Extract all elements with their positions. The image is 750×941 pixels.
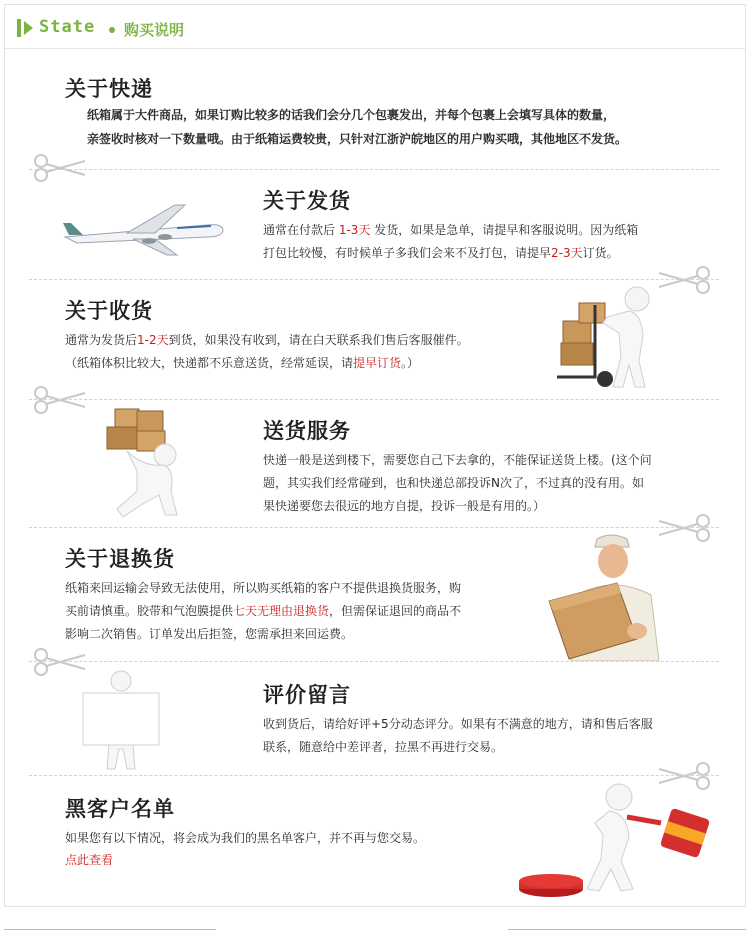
header-state-label: State — [39, 17, 96, 37]
blank-sign-icon — [79, 669, 165, 773]
shipping-title: 关于发货 — [263, 189, 351, 213]
review-text — [263, 713, 653, 759]
returns-title: 关于退换货 — [65, 547, 175, 571]
shipping-text-a: 通常在付款后 — [263, 223, 336, 237]
receiving-text-a: 通常为发货后 — [65, 333, 138, 347]
delivery-text — [263, 449, 652, 518]
shipping-order-days: 2-3天 — [551, 246, 583, 260]
footer-divider-left — [4, 929, 216, 930]
delivery-line-2: 题，其实我们经常碰到，也和快递总部投诉N次了，不过真的没有用。如 — [263, 476, 644, 490]
shipping-text-b: 发货，如果是急单，请提早和客服说明。因为纸箱 — [374, 223, 639, 237]
express-line-1: 纸箱属于大件商品，如果订购比较多的话我们会分几个包裹发出，并每个包裹上会填写具体的数量， — [87, 108, 616, 122]
divider — [29, 527, 719, 528]
returns-text-b: ，但需保证退回的商品不 — [329, 604, 462, 618]
scissors-icon — [33, 153, 89, 183]
shipping-line-1 — [263, 219, 638, 242]
blacklist-text: 如果您有以下情况，将会成为我们的黑名单客户，并不再与您交易。 — [65, 831, 426, 845]
header-dot-icon — [109, 27, 115, 33]
divider — [29, 661, 719, 662]
purchase-guide-panel — [4, 4, 746, 907]
returns-text — [65, 577, 461, 646]
shipping-text-d: 订货。 — [582, 246, 619, 260]
divider — [29, 399, 719, 400]
blacklist-view-link[interactable]: 点此查看 — [65, 853, 114, 867]
footer-divider-right — [508, 929, 746, 930]
blacklist-title: 黑客户名单 — [65, 797, 175, 821]
review-line-1: 收到货后，请给好评+5分动态评分。如果有不满意的地方，请和售后客服 — [263, 717, 653, 731]
delivery-line-3: 果快递要您去很远的地方自提，投诉一般是有用的。） — [263, 499, 546, 513]
shipping-text-c: 打包比较慢，有时候单子多我们会来不及打包，请提早 — [263, 246, 552, 260]
returns-text-a: 买前请慎重。胶带和气泡膜提供 — [65, 604, 234, 618]
scissors-icon — [655, 265, 711, 295]
returns-line-1: 纸箱来回运输会导致无法使用，所以购买纸箱的客户不提供退换货服务，购 — [65, 581, 462, 595]
shipping-days: 1-3天 — [338, 223, 371, 237]
review-title: 评价留言 — [263, 683, 351, 707]
receiving-line-1 — [65, 329, 469, 352]
express-title: 关于快递 — [65, 77, 153, 101]
header-play-icon — [24, 21, 33, 35]
header-bar-icon — [17, 19, 21, 37]
delivery-man-icon — [541, 531, 675, 661]
returns-line-3: 影响二次销售。订单发出后拒签，您需承担来回运费。 — [65, 627, 354, 641]
review-line-2: 联系，随意给中差评者，拉黑不再进行交易。 — [263, 740, 504, 754]
receiving-text-d: 。） — [401, 356, 420, 370]
receiving-days: 1-2天 — [137, 333, 169, 347]
receiving-text-c: （纸箱体积比较大，快递都不乐意送货，经常延误，请 — [65, 356, 354, 370]
receiving-title: 关于收货 — [65, 299, 153, 323]
express-text — [87, 103, 627, 151]
receiving-text — [65, 329, 469, 375]
shipping-line-2 — [263, 242, 638, 265]
returns-line-2 — [65, 600, 461, 623]
divider — [29, 279, 719, 280]
divider — [29, 775, 719, 776]
delivery-line-1: 快递一般是送到楼下，需要您自己下去拿的，不能保证送货上楼。(这个问 — [263, 453, 652, 467]
receiving-text-b: 到货，如果没有收到，请在白天联系我们售后客服催件。 — [168, 333, 469, 347]
returns-seven-days: 七天无理由退换货 — [233, 604, 330, 618]
receiving-line-2 — [65, 352, 469, 375]
delivery-title: 送货服务 — [263, 419, 351, 443]
section-header — [5, 5, 745, 49]
divider — [29, 169, 719, 170]
hand-truck-icon — [553, 283, 663, 395]
scissors-icon — [33, 385, 89, 415]
express-line-2: 亲签收时核对一下数量哦。由于纸箱运费较贵，只针对江浙沪皖地区的用户购买哦，其他地区不发货。 — [87, 132, 628, 146]
airplane-icon — [57, 201, 227, 257]
gavel-icon — [515, 777, 715, 903]
receiving-order-early: 提早订货 — [353, 356, 402, 370]
header-title: 购买说明 — [124, 21, 185, 39]
shipping-text — [263, 219, 638, 265]
boxes-icon — [97, 405, 197, 521]
